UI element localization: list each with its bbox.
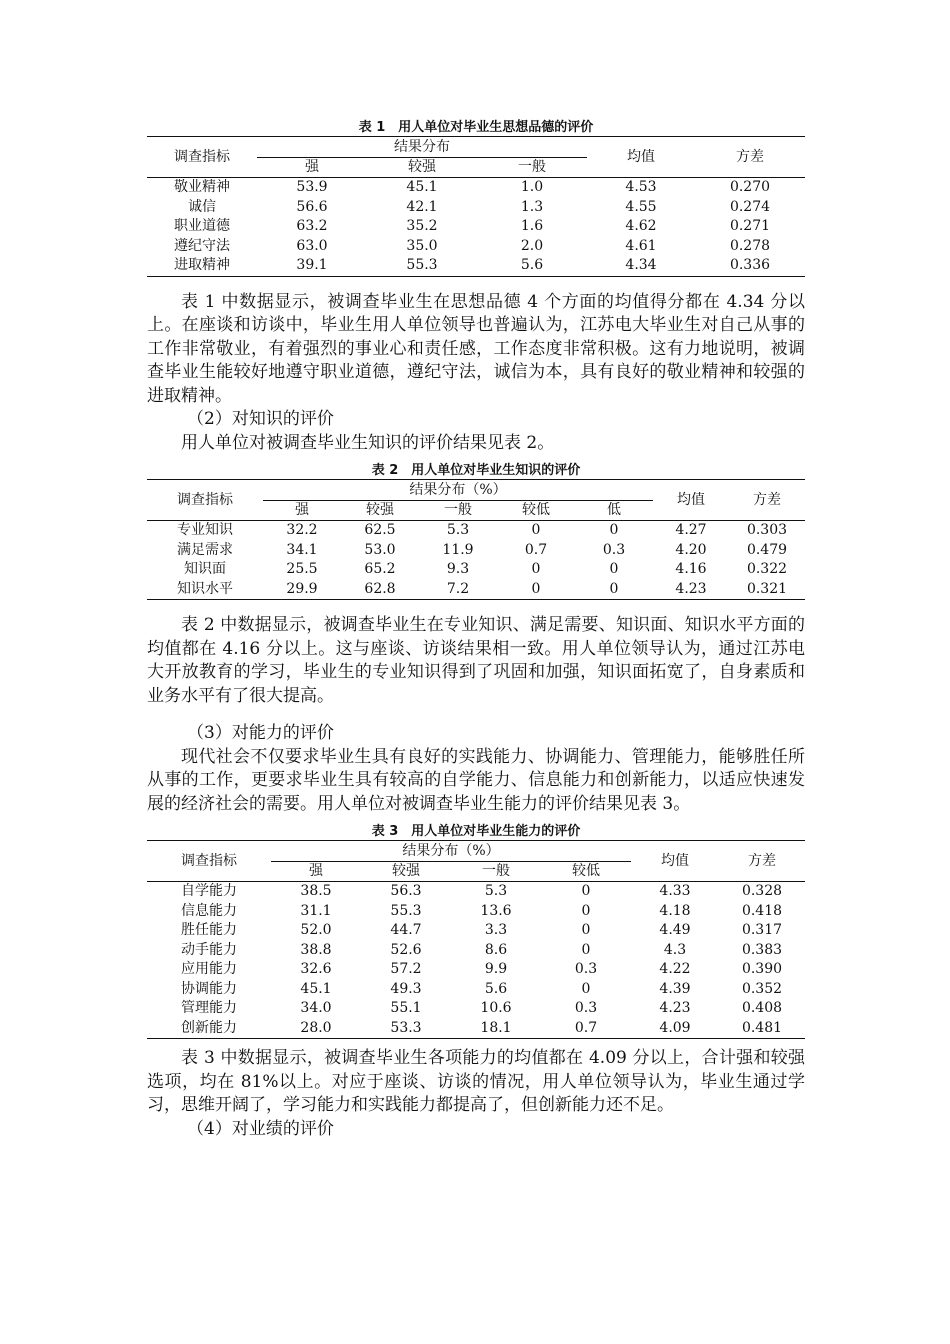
table-cell: 0.3: [602, 541, 626, 558]
table-cell: 55.3: [390, 902, 422, 919]
table-cell: 1.3: [520, 198, 544, 215]
table-cell: 4.23: [675, 580, 707, 597]
table-cell: 4.55: [625, 198, 657, 215]
table-header-mean: 均值: [627, 149, 655, 165]
table-cell: 55.1: [390, 1000, 422, 1016]
table-header-col: 低: [607, 502, 621, 518]
table-cell: 32.2: [263, 521, 341, 541]
table-cell: 0.3: [574, 1000, 598, 1016]
table-header-indicator: 调查指标: [181, 853, 237, 869]
table-cell: 4.27: [653, 521, 729, 541]
table-cell: 31.1: [300, 902, 332, 919]
table-row: [147, 560, 805, 580]
table-cell: 0: [531, 561, 541, 577]
table-cell: 57.2: [390, 961, 422, 977]
table-header-col: 一般: [444, 502, 472, 518]
table-cell: 56.6: [296, 198, 328, 215]
table-cell: 56.3: [361, 882, 451, 902]
table-header-col: 较强: [408, 159, 436, 175]
table-cell: 38.8: [300, 941, 332, 958]
table-2-grid: [147, 479, 805, 600]
table-cell: 0: [497, 521, 575, 541]
table-cell: 34.1: [286, 541, 318, 558]
table-cell: 0.336: [729, 257, 771, 273]
table-header-mean: 均值: [661, 853, 689, 869]
table-row: [147, 902, 805, 922]
table-row: [147, 882, 805, 902]
table-cell: 4.18: [659, 902, 691, 919]
table-row: [147, 256, 805, 276]
table-cell: 0: [581, 941, 591, 958]
table-row: [147, 237, 805, 257]
table-cell: 0.270: [695, 178, 805, 198]
table-cell: 38.5: [271, 882, 361, 902]
table-cell: 2.0: [520, 237, 544, 254]
table-row-label: 知识面: [184, 561, 226, 577]
table-cell: 0.317: [741, 922, 783, 938]
table-cell: 5.3: [451, 882, 541, 902]
table-row: [147, 198, 805, 218]
table-cell: 63.0: [296, 237, 328, 254]
page-content: [147, 120, 805, 1141]
table-cell: 0.271: [729, 218, 771, 234]
table-cell: 0: [609, 561, 619, 577]
table-cell: 5.6: [520, 257, 544, 273]
table-header-col: 强: [295, 502, 309, 518]
table-cell: 9.9: [484, 961, 508, 977]
table-cell: 11.9: [442, 541, 474, 558]
paragraph: 表 2 中数据显示，被调查毕业生在专业知识、满足需要、知识面、知识水平方面的均值都在 4.16 分以上。这与座谈、访谈结果相一致。用人单位领导认为，通过江苏电大开放教育的学习，毕业生的专业知识得到了巩固和加强，知识面拓宽了，自身素质和业务水平有了很大提高。: [147, 615, 805, 706]
table-3: [147, 824, 805, 1039]
table-row: [147, 541, 805, 561]
table-cell: 18.1: [480, 1019, 512, 1036]
table-3-caption: 表 3 用人单位对毕业生能力的评价: [371, 824, 581, 839]
table-header-col: 较强: [392, 863, 420, 879]
table-cell: 52.0: [300, 922, 332, 938]
section-heading: （3）对能力的评价: [187, 723, 334, 743]
table-cell: 62.8: [364, 580, 396, 597]
table-header-indicator: 调查指标: [177, 492, 233, 508]
table-cell: 1.0: [477, 178, 587, 198]
table-row: [147, 521, 805, 541]
table-cell: 29.9: [286, 580, 318, 597]
table-cell: 4.33: [631, 882, 719, 902]
table-cell: 4.22: [659, 961, 691, 977]
table-cell: 55.3: [406, 257, 438, 273]
table-header-col: 一般: [518, 159, 546, 175]
table-row: [147, 217, 805, 237]
table-header-indicator: 调查指标: [174, 149, 230, 165]
table-cell: 45.1: [367, 178, 477, 198]
table-cell: 4.53: [587, 178, 695, 198]
table-cell: 0.322: [746, 561, 788, 577]
table-1-grid: [147, 136, 805, 277]
table-cell: 32.6: [300, 961, 332, 977]
table-row-label: 应用能力: [181, 961, 237, 977]
table-1-caption: 表 1 用人单位对毕业生思想品德的评价: [358, 120, 594, 135]
table-cell: 63.2: [296, 218, 328, 234]
table-cell: 65.2: [364, 561, 396, 577]
table-cell: 3.3: [484, 922, 508, 938]
paragraph: 表 1 中数据显示，被调查毕业生在思想品德 4 个方面的均值得分都在 4.34 分以上。在座谈和访谈中，毕业生用人单位领导也普遍认为，江苏电大毕业生对自己从事的工作非常敬业，有着强烈的事业心和责任感，工作态度非常积极。这有力地说明，被调查毕业生能较好地遵守职业道德，遵纪守法，诚信为本，具有良好的敬业精神和较强的进取精神。: [147, 291, 805, 406]
table-header-group: 结果分布: [257, 137, 587, 158]
table-cell: 49.3: [390, 980, 422, 997]
table-cell: 34.0: [300, 1000, 332, 1016]
table-row-label: 动手能力: [181, 941, 237, 958]
table-row-label: 管理能力: [181, 1000, 237, 1016]
table-cell: 44.7: [390, 922, 422, 938]
table-cell: 0.383: [741, 941, 783, 958]
table-cell: 28.0: [300, 1019, 332, 1036]
paragraph: 表 3 中数据显示，被调查毕业生各项能力的均值都在 4.09 分以上，合计强和较强选项，均在 81%以上。对应于座谈、访谈的情况，用人单位领导认为，毕业生通过学习，思维开阔了，学习能力和实践能力都提高了，但创新能力还不足。: [147, 1048, 805, 1115]
table-cell: 4.3: [663, 941, 687, 958]
table-cell: 4.23: [659, 1000, 691, 1016]
table-header-group: 结果分布（%）: [271, 841, 631, 862]
table-cell: 0.408: [741, 1000, 783, 1016]
table-cell: 0.3: [574, 961, 598, 977]
table-cell: 0: [575, 521, 653, 541]
table-cell: 0: [531, 580, 541, 597]
table-cell: 5.6: [484, 980, 508, 997]
table-cell: 0.328: [719, 882, 805, 902]
table-cell: 53.0: [364, 541, 396, 558]
table-header-group: 结果分布（%）: [263, 480, 653, 501]
table-row-label: 创新能力: [181, 1019, 237, 1036]
table-cell: 0: [541, 882, 631, 902]
table-cell: 0: [581, 902, 591, 919]
table-cell: 4.39: [659, 980, 691, 997]
table-header-mean: 均值: [677, 492, 705, 508]
table-header-variance: 方差: [736, 149, 764, 165]
table-cell: 8.6: [484, 941, 508, 958]
table-cell: 0: [609, 580, 619, 597]
table-cell: 0: [581, 980, 591, 997]
table-cell: 53.3: [390, 1019, 422, 1036]
table-cell: 5.3: [419, 521, 497, 541]
table-cell: 39.1: [296, 257, 328, 273]
table-cell: 4.49: [659, 922, 691, 938]
table-cell: 4.16: [675, 561, 707, 577]
table-cell: 9.3: [446, 561, 470, 577]
table-row: [147, 941, 805, 961]
table-row-label: 知识水平: [177, 580, 233, 597]
table-cell: 0.278: [729, 237, 771, 254]
table-cell: 0.7: [524, 541, 548, 558]
table-header-col: 较低: [522, 502, 550, 518]
table-row: [147, 999, 805, 1019]
table-cell: 52.6: [390, 941, 422, 958]
table-cell: 4.34: [625, 257, 657, 273]
table-cell: 0.352: [741, 980, 783, 997]
table-cell: 0: [581, 922, 591, 938]
table-row-label: 诚信: [188, 198, 216, 215]
table-row: [147, 1019, 805, 1039]
table-cell: 0.274: [729, 198, 771, 215]
table-row: [147, 178, 805, 198]
table-cell: 62.5: [341, 521, 419, 541]
table-row-label: 协调能力: [181, 980, 237, 997]
section-heading: （4）对业绩的评价: [187, 1118, 334, 1139]
table-cell: 45.1: [300, 980, 332, 997]
table-header-variance: 方差: [753, 492, 781, 508]
table-cell: 25.5: [286, 561, 318, 577]
table-header-col: 较低: [572, 863, 600, 879]
table-row-label: 自学能力: [147, 882, 271, 902]
table-cell: 4.61: [625, 237, 657, 254]
table-cell: 7.2: [446, 580, 470, 597]
table-header-col: 较强: [366, 502, 394, 518]
table-row-label: 进取精神: [174, 257, 230, 273]
table-cell: 0.418: [741, 902, 783, 919]
table-row-label: 胜任能力: [181, 922, 237, 938]
table-header-col: 一般: [482, 863, 510, 879]
table-cell: 35.2: [406, 218, 438, 234]
table-row-label: 满足需求: [177, 541, 233, 558]
table-cell: 4.09: [659, 1019, 691, 1036]
table-header-col: 强: [309, 863, 323, 879]
table-cell: 4.62: [625, 218, 657, 234]
table-row: [147, 921, 805, 941]
table-cell: 13.6: [480, 902, 512, 919]
table-cell: 0.390: [741, 961, 783, 977]
section-heading: （2）对知识的评价: [187, 409, 334, 429]
table-row-label: 专业知识: [147, 521, 263, 541]
table-header-variance: 方差: [748, 853, 776, 869]
table-cell: 1.6: [520, 218, 544, 234]
table-cell: 0.481: [741, 1019, 783, 1036]
table-cell: 10.6: [480, 1000, 512, 1016]
table-1: [147, 120, 805, 277]
table-row-label: 信息能力: [181, 902, 237, 919]
table-cell: 0.321: [746, 580, 788, 597]
table-row: [147, 980, 805, 1000]
table-cell: 0.303: [729, 521, 805, 541]
paragraph: 现代社会不仅要求毕业生具有良好的实践能力、协调能力、管理能力，能够胜任所从事的工作，更要求毕业生具有较高的自学能力、信息能力和创新能力，以适应快速发展的经济社会的需要。用人单位对被调查毕业生能力的评价结果见表 3。: [147, 746, 805, 814]
table-row: [147, 960, 805, 980]
table-2: [147, 463, 805, 600]
table-row-label: 遵纪守法: [174, 237, 230, 254]
table-3-grid: [147, 840, 805, 1039]
table-row-label: 敬业精神: [147, 178, 257, 198]
table-cell: 4.20: [675, 541, 707, 558]
table-cell: 42.1: [406, 198, 438, 215]
table-header-col: 强: [305, 159, 319, 175]
table-cell: 35.0: [406, 237, 438, 254]
table-cell: 53.9: [257, 178, 367, 198]
table-cell: 0.7: [574, 1019, 598, 1036]
paragraph: 用人单位对被调查毕业生知识的评价结果见表 2。: [181, 432, 555, 453]
table-row-label: 职业道德: [174, 218, 230, 234]
table-row: [147, 580, 805, 600]
table-2-caption: 表 2 用人单位对毕业生知识的评价: [371, 463, 581, 478]
table-cell: 0.479: [746, 541, 788, 558]
